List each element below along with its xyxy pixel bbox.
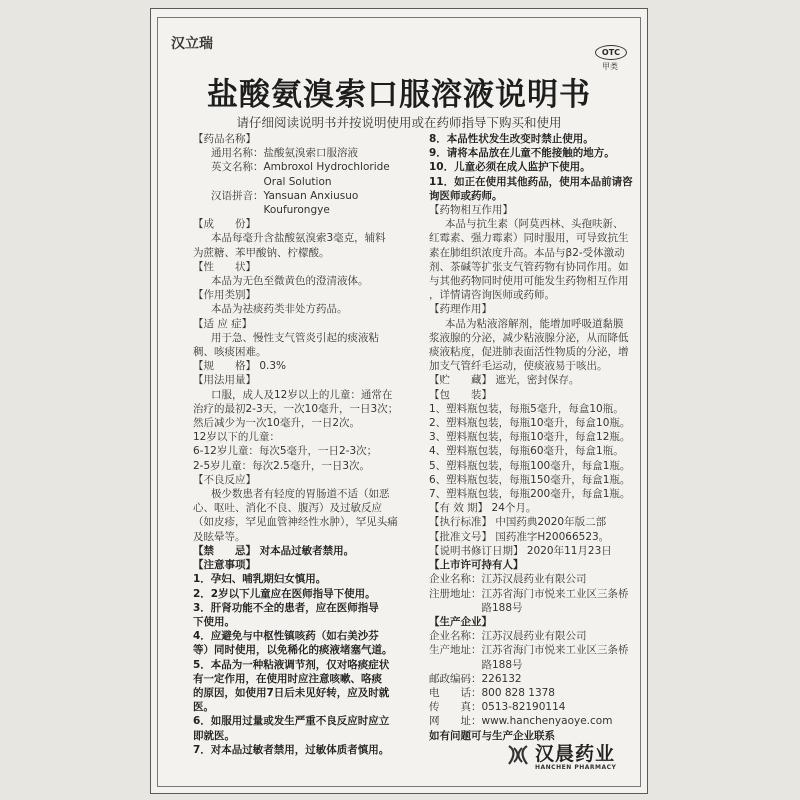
caution-line: 的原因，如使用7日后未见好转，应及时就	[193, 686, 390, 699]
text-line: 剂、茶碱等扩张支气管药物有协同作用。如	[429, 260, 629, 273]
standard-value: 中国药典2020年版二部	[495, 516, 607, 529]
text-line: 心、呕吐、消化不良、腹泻）及过敏反应	[193, 502, 382, 515]
text-line: Oral Solution	[211, 175, 332, 188]
caution-line: 等）同时使用，以免稀化的痰液堵塞气道。	[193, 644, 393, 657]
text-line: 路188号	[429, 601, 523, 614]
section-heading-pharma: 【药理作用】	[429, 303, 492, 316]
section-heading-holder: 【上市许可持有人】	[429, 559, 524, 572]
caution-line: 9．请将本品放在儿童不能接触的地方。	[429, 147, 615, 160]
caution-line: 2．2岁以下儿童应在医师指导下使用。	[193, 587, 376, 600]
company-logo-text	[535, 739, 616, 771]
text-line: 然后减少为一次10毫升，一日2次。	[193, 417, 361, 430]
text-line: 稠、咳痰困难。	[193, 346, 267, 359]
caution-line: 即就医。	[193, 729, 235, 742]
brand-name: 汉立瑞	[171, 36, 213, 52]
caution-line: 1．孕妇、哺乳期妇女慎用。	[193, 573, 327, 586]
text-line: 及眩晕等。	[193, 530, 246, 543]
package-line: 2、塑料瓶包装，每瓶10毫升，每盒10瓶。	[429, 417, 631, 430]
section-contra	[193, 544, 425, 558]
text-line: （如皮疹，罕见血管神经性水肿），罕见头痛	[193, 516, 398, 529]
approval-value: 国药准字H20066523。	[495, 530, 610, 543]
text-line: 邮政编码：226132	[429, 672, 522, 685]
text-line: 加支气管纤毛运动，使痰液易于咳出。	[429, 360, 608, 373]
left-column	[193, 132, 425, 757]
otc-badge: OTC	[595, 45, 627, 60]
text-line: 汉语拼音：Yansuan Anxiusuo	[211, 189, 359, 202]
text-line: 本品为粘液溶解剂，能增加呼吸道黏膜	[445, 317, 624, 330]
text-line: 痰液粘度，促进肺表面活性物质的分泌，增	[429, 346, 629, 359]
section-heading-spec: 【规 格】	[193, 360, 256, 373]
section-heading-validity: 【有 效 期】	[429, 502, 489, 515]
caution-line: 医。	[193, 701, 214, 714]
text-line: 6-12岁儿童：每次5毫升，一日2-3次；	[193, 445, 378, 458]
text-line: 用于急、慢性支气管炎引起的痰液粘	[211, 331, 379, 344]
section-heading-ingredients: 【成 份】	[193, 218, 256, 231]
text-line: 2-5岁儿童：每次2.5毫升，一日3次。	[193, 459, 371, 472]
text-line: 网 址：www.hanchenyaoye.com	[429, 715, 613, 728]
caution-line: 11．如正在使用其他药品，使用本品前请咨	[429, 175, 633, 188]
text-line: 生产地址：江苏省海门市悦来工业区三条桥	[429, 644, 629, 657]
section-heading-approval: 【批准文号】	[429, 530, 492, 543]
section-storage	[429, 373, 647, 387]
text-line: 本品为无色至微黄色的澄清液体。	[211, 275, 369, 288]
package-line: 5、塑料瓶包装，每瓶100毫升，每盒1瓶。	[429, 459, 631, 472]
otc-class-label: 甲类	[602, 62, 618, 71]
text-line: 传 真：0513-82190114	[429, 701, 566, 714]
caution-line: 有一定作用，在使用时应注意咳嗽、咯痰	[193, 672, 382, 685]
section-heading-standard: 【执行标准】	[429, 516, 492, 529]
package-line: 7、塑料瓶包装，每瓶200毫升，每盒1瓶。	[429, 488, 631, 501]
package-line: 4、塑料瓶包装，每瓶60毫升，每盒1瓶。	[429, 445, 624, 458]
section-heading-package: 【包 装】	[429, 388, 492, 401]
section-heading-storage: 【贮 藏】	[429, 374, 492, 387]
instruction-sheet	[150, 8, 648, 794]
text-line: 极少数患者有轻度的胃肠道不适（如恶	[211, 488, 390, 501]
caution-line: 7．对本品过敏者禁用，过敏体质者慎用。	[193, 743, 390, 756]
section-standard	[429, 515, 647, 529]
caution-line: 5．本品为一种粘液调节剂，仅对咯痰症状	[193, 658, 390, 671]
text-line: 与其他药物同时使用可能发生药物相互作用	[429, 275, 629, 288]
section-spec	[193, 359, 425, 373]
contact-note: 如有问题可与生产企业联系	[429, 729, 555, 742]
right-column	[429, 132, 647, 743]
section-approval	[429, 530, 647, 544]
section-revision	[429, 544, 647, 558]
company-logo-en: HANCHEN PHARMACY	[535, 764, 617, 771]
caution-line: 3．肝肾功能不全的患者，应在医师指导	[193, 601, 379, 614]
spec-value: 0.3%	[259, 360, 287, 373]
section-validity	[429, 501, 647, 515]
text-line: 治疗的最初2-3天，一次10毫升，一日3次；	[193, 402, 399, 415]
text-line: 浆液腺的分泌，减少粘液腺分泌，从而降低	[429, 331, 629, 344]
text-line: 为蔗糖、苯甲酸钠、柠檬酸。	[193, 246, 330, 259]
storage-value: 遮光，密封保存。	[495, 374, 580, 387]
text-line: 12岁以下的儿童：	[193, 431, 280, 444]
text-line: ，详情请咨询医师或药师。	[429, 289, 555, 302]
caution-line: 8．本品性状发生改变时禁止使用。	[429, 133, 594, 145]
text-line: 英文名称：Ambroxol Hydrochloride	[211, 161, 390, 174]
caution-line: 10．儿童必须在成人监护下使用。	[429, 161, 591, 174]
company-logo	[505, 739, 616, 771]
revision-value: 2020年11月23日	[526, 544, 612, 557]
caution-line: 4．应避免与中枢性镇咳药（如右美沙芬	[193, 630, 379, 643]
section-heading-category: 【作用类别】	[193, 289, 256, 302]
section-heading-maker: 【生产企业】	[429, 615, 492, 628]
section-heading-adverse: 【不良反应】	[193, 473, 256, 486]
section-heading-contra: 【禁 忌】	[193, 544, 256, 557]
package-line: 3、塑料瓶包装，每瓶10毫升，每盒12瓶。	[429, 431, 631, 444]
text-line: 本品为祛痰药类非处方药品。	[211, 303, 348, 316]
caution-line: 询医师或药师。	[429, 189, 503, 202]
text-line: 路188号	[429, 658, 523, 671]
text-line: 企业名称：江苏汉晨药业有限公司	[429, 630, 587, 643]
section-heading-name: 【药品名称】	[193, 133, 256, 145]
text-line: 本品每毫升含盐酸氨溴索3毫克，辅料	[211, 232, 386, 245]
company-logo-icon	[505, 742, 531, 768]
package-line: 6、塑料瓶包装，每瓶150毫升，每盒1瓶。	[429, 473, 631, 486]
text-line: 通用名称：盐酸氨溴索口服溶液	[211, 147, 358, 160]
section-heading-character: 【性 状】	[193, 260, 256, 273]
text-line: Koufurongye	[211, 204, 330, 217]
section-heading-interaction: 【药物相互作用】	[429, 204, 513, 217]
page-title: 盐酸氨溴索口服溶液说明书	[207, 77, 591, 113]
validity-value: 24个月。	[491, 502, 537, 515]
section-heading-revision: 【说明书修订日期】	[429, 544, 524, 557]
page-subtitle: 请仔细阅读说明书并按说明使用或在药师指导下购买和使用	[236, 115, 562, 130]
text-line: 本品与抗生素（阿莫西林、头孢呋新、	[445, 218, 624, 231]
caution-line: 6．如服用过量或发生严重不良反应时应立	[193, 715, 390, 728]
text-line: 红霉素、强力霉素）同时服用，可导致抗生	[429, 232, 629, 245]
section-heading-caution: 【注意事项】	[193, 559, 256, 572]
caution-line: 下使用。	[193, 615, 235, 628]
company-logo-cn: 汉晨药业	[535, 743, 616, 765]
section-heading-usage: 【用法用量】	[193, 374, 256, 387]
text-line: 注册地址：江苏省海门市悦来工业区三条桥	[429, 587, 629, 600]
contra-value: 对本品过敏者禁用。	[259, 544, 355, 557]
section-heading-indication: 【适 应 症】	[193, 317, 253, 330]
text-line: 口服，成人及12岁以上的儿童：通常在	[211, 388, 393, 401]
text-line: 电 话：800 828 1378	[429, 686, 555, 699]
package-line: 1、塑料瓶包装，每瓶5毫升，每盒10瓶。	[429, 402, 624, 415]
text-line: 素在肺组织浓度升高。本品与β2-受体激动	[429, 246, 625, 259]
text-line: 企业名称：江苏汉晨药业有限公司	[429, 573, 587, 586]
